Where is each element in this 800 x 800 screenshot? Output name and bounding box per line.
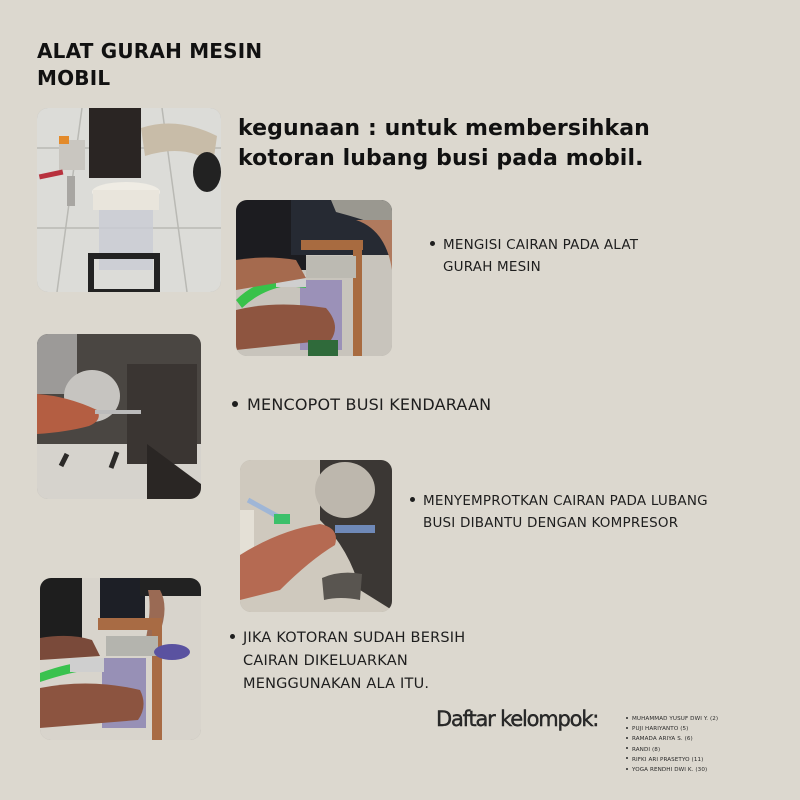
usage-line-1: kegunaan : untuk membersihkan — [238, 116, 650, 141]
usage-line-2: kotoran lubang busi pada mobil. — [238, 146, 644, 171]
usage-description — [238, 114, 650, 174]
step-4-line-3: MENGGUNAKAN ALA ITU. — [243, 676, 430, 692]
group-list-title: Daftar kelompok: — [436, 707, 599, 731]
step-1-line-2: GURAH MESIN — [443, 259, 541, 275]
step-3-spray-liquid — [410, 490, 708, 534]
group-member: PUJI HARIYANTO (5) — [626, 724, 718, 734]
group-member: RIFKI ARI PRASETYO (11) — [626, 755, 718, 765]
step-2-remove-spark-plug — [232, 394, 491, 416]
step-3-line-2: BUSI DIBANTU DENGAN KOMPRESOR — [423, 515, 679, 531]
bullet-icon — [430, 241, 435, 246]
photo-engine-flush-tool — [37, 108, 221, 292]
bullet-icon — [230, 634, 235, 639]
bullet-icon — [232, 401, 238, 407]
step-4-drain-liquid — [230, 627, 465, 696]
step-4-line-2: CAIRAN DIKELUARKAN — [243, 653, 408, 669]
step-1-fill-liquid — [430, 234, 638, 278]
group-member: RAMADA ARIYA S. (6) — [626, 734, 718, 744]
group-member: RANDI (8) — [626, 745, 718, 755]
step-3-line-1: MENYEMPROTKAN CAIRAN PADA LUBANG — [423, 493, 708, 509]
photo-spraying-liquid — [240, 460, 392, 612]
step-4-line-1: JIKA KOTORAN SUDAH BERSIH — [243, 630, 466, 646]
bullet-icon — [410, 497, 415, 502]
page-title — [37, 38, 262, 92]
group-member: YOGA RENDHI DWI K. (30) — [626, 765, 718, 775]
photo-draining-liquid — [40, 578, 201, 740]
page-title-line-2: MOBIL — [37, 66, 111, 90]
photo-filling-liquid — [236, 200, 392, 356]
photo-removing-spark-plug — [37, 334, 201, 499]
step-2-line-1: MENCOPOT BUSI KENDARAAN — [247, 395, 492, 414]
step-1-line-1: MENGISI CAIRAN PADA ALAT — [443, 237, 639, 253]
page-title-line-1: ALAT GURAH MESIN — [37, 39, 263, 63]
group-member-list — [626, 714, 718, 775]
group-member: MUHAMMAD YUSUF DWI Y. (2) — [626, 714, 718, 724]
